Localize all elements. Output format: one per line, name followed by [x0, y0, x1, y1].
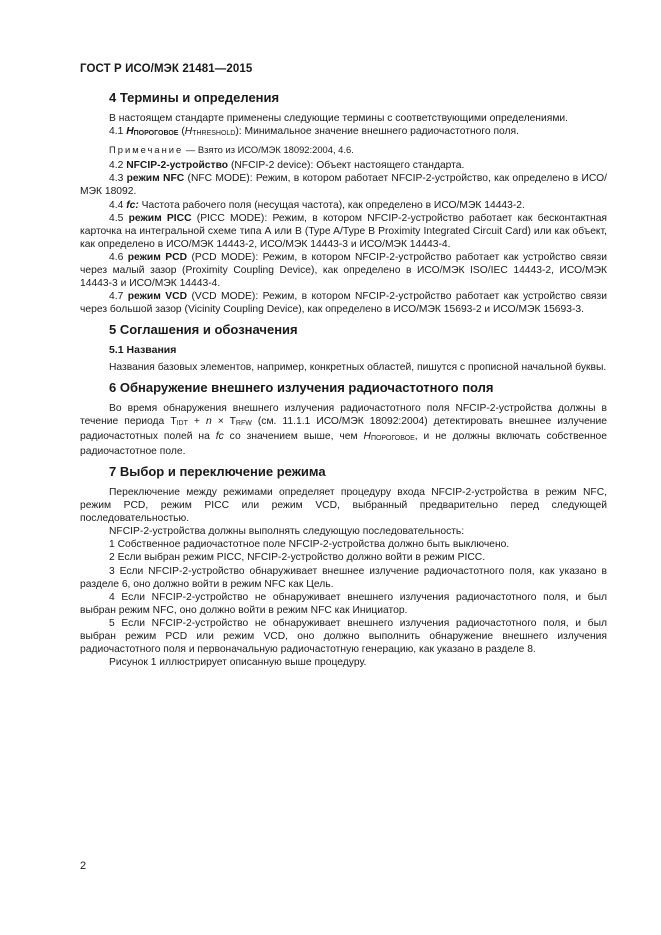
section-4-title: 4 Термины и определения: [109, 90, 280, 105]
term-4-5: 4.5 режим PICC (PICC MODE): Режим, в котором NFCIP-2-устройство работает как бесконтактная карточка на интегральной схеме типа А или В (Type A/Type B Proximity Integrated Circuit Card) или как объект, как определено в ИСО/МЭК 14443-2, ИСО/МЭК 14443-3 и ИСО/МЭК 14443-4.: [80, 212, 608, 250]
term-4-6: 4.6 режим PCD (PCD MODE): Режим, в котором NFCIP-2-устройство работает как устройство связи через малый зазор (Proximity Coupling Device), как определено в ИСО/МЭК ISO/IEC 14443-2, ИСО/МЭК 14443-3 и ИСО/МЭК 14443-4.: [80, 251, 607, 290]
section-7-step-2: 2 Если выбран режим PICC, NFCIP-2-устройство должно войти в режим PICC.: [109, 552, 486, 564]
section-7-para-2: NFCIP-2-устройства должны выполнять следующую последовательность:: [109, 526, 465, 538]
section-6-text: Во время обнаружения внешнего излучения радиочастотного поля NFCIP-2-устройства должны в течение периода TIDT + n × TRFW (см. 11.1.1 ИСО/МЭК 18092:2004) детектировать внешнее излучение радиочастотных полей на fc со значением выше, чем HПОРОГОВОЕ, и не должны включать собственное радиочастотное поле.: [80, 402, 607, 457]
section-7-para-3: Рисунок 1 иллюстрирует описанную выше процедуру.: [109, 657, 367, 669]
section-7-step-4: 4 Если NFCIP-2-устройство не обнаруживает внешнего излучения радиочастотного поля, и был выбран режим NFC, оно должно войти в режим NFC как Инициатор.: [80, 591, 607, 616]
section-7-step-3: 3 Если NFCIP-2-устройство обнаруживает внешнее излучение радиочастотного поля, как указано в разделе 6, оно должно войти в режим NFC как Цель.: [80, 565, 607, 590]
section-5-1-title: 5.1 Названия: [109, 344, 177, 357]
section-4-intro: В настоящем стандарте применены следующие термины с соответствующими определениями.: [109, 113, 569, 124]
section-7-para-1: Переключение между режимами определяет процедуру входа NFCIP-2-устройства в режим NFC, режим PCD, режим PICC или режим VCD, выбранный предварительно перед следующей последовательностью.: [80, 486, 607, 525]
term-4-7: 4.7 режим VCD (VCD MODE): Режим, в котором NFCIP-2-устройство работает как устройство связи через большой зазор (Vicinity Coupling Device), как определено в ИСО/МЭК 15693-2 и ИСО/МЭК 15693-3.: [80, 291, 607, 316]
document-header: ГОСТ Р ИСО/МЭК 21481—2015: [80, 63, 253, 75]
term-4-1: 4.1 HПОРОГОВОЕ (HTHRESHOLD): Минимальное значение внешнего радиочастотного поля.: [109, 126, 519, 138]
term-4-2: 4.2 NFCIP-2-устройство (NFCIP-2 device): Объект настоящего стандарта.: [109, 160, 465, 172]
section-7-step-5: 5 Если NFCIP-2-устройство не обнаруживает внешнего излучения радиочастотного поля, и был выбран режим PCD или режим VCD, оно должно выполнить обнаружение внешнего излучения радиочастотного поля и первоначальную радиочастотную генерацию, как указано в разделе 8.: [80, 617, 607, 656]
section-7-title: 7 Выбор и переключение режима: [109, 463, 326, 479]
section-5-title: 5 Соглашения и обозначения: [109, 322, 298, 338]
term-4-3: 4.3 режим NFC (NFC MODE): Режим, в котором работает NFCIP-2-устройство, как определено в ИСО/МЭК 18092.: [80, 173, 607, 198]
section-5-1-text: Названия базовых элементов, например, конкретных областей, пишутся с прописной начальной буквы.: [109, 361, 607, 373]
page-number: 2: [80, 860, 87, 872]
section-7-step-1: 1 Собственное радиочастотное поле NFCIP-2-устройства должно быть выключено.: [109, 539, 510, 551]
section-6-title: 6 Обнаружение внешнего излучения радиочастотного поля: [109, 379, 494, 395]
document-body: [80, 88, 607, 669]
note-4-1: Примечание — Взято из ИСО/МЭК 18092:2004, 4.6.: [109, 144, 354, 156]
term-4-4: 4.4 fc: Частота рабочего поля (несущая частота), как определено в ИСО/МЭК 14443-2.: [109, 199, 525, 211]
